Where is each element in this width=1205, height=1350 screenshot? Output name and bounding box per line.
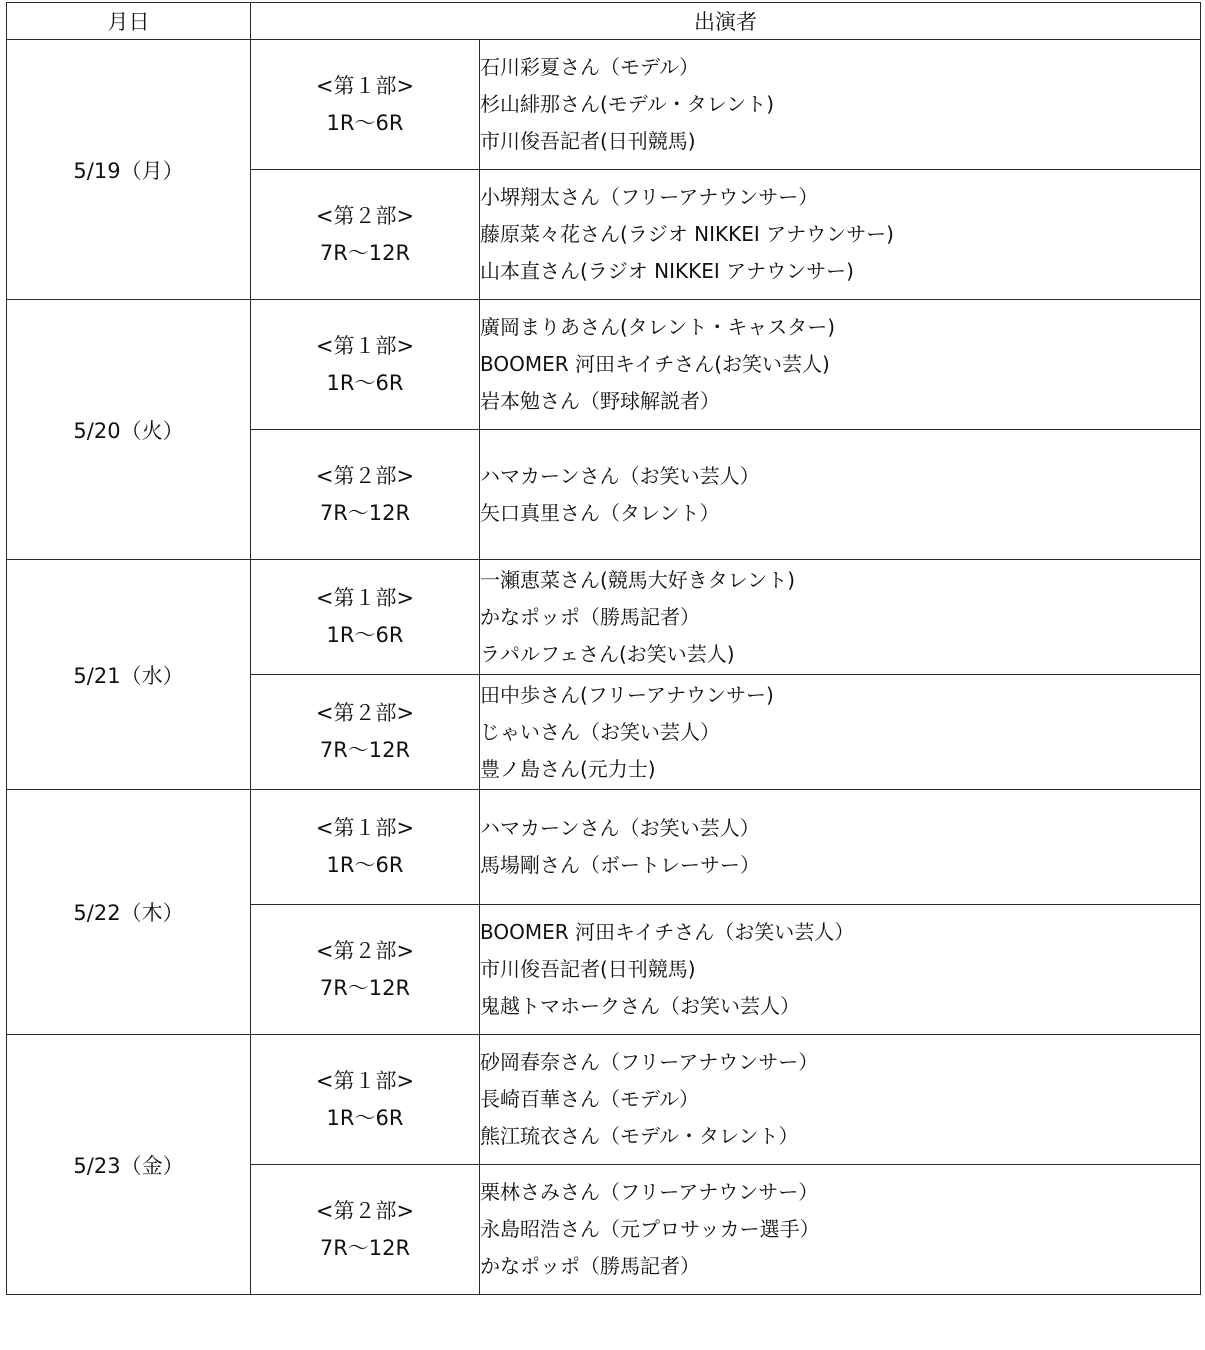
session-cell: [251, 300, 480, 430]
race-range: 1R～6R: [326, 370, 404, 395]
performer-name: 永島昭浩さん（元プロサッカー選手）: [480, 1217, 820, 1241]
session-label: <第１部>: [315, 73, 415, 98]
performers-cell: [480, 675, 1201, 790]
table-row: [7, 1035, 1201, 1165]
session-label: <第１部>: [315, 586, 415, 610]
performer-name: 田中歩さん(フリーアナウンサー): [480, 682, 774, 707]
performer-name: 小堺翔太さん（フリーアナウンサー）: [480, 185, 819, 209]
performer-name: 砂岡春奈さん（フリーアナウンサー）: [480, 1050, 819, 1074]
session-label: <第１部>: [315, 333, 415, 358]
race-range: 7R～12R: [319, 738, 411, 762]
session-cell: [251, 790, 480, 905]
session-cell: [251, 1035, 480, 1165]
session-cell: [251, 170, 480, 300]
race-range: 1R～6R: [326, 623, 404, 647]
performer-name: 藤原菜々花さん(ラジオ NIKKEI アナウンサー): [480, 222, 894, 246]
performer-name: BOOMER 河田キイチさん（お笑い芸人）: [480, 920, 855, 944]
performers-cell: [480, 1165, 1201, 1295]
performers-cell: [480, 790, 1201, 905]
performer-name: 山本直さん(ラジオ NIKKEI アナウンサー): [480, 259, 854, 283]
date-cell: 5/23（金）: [7, 1035, 251, 1295]
race-range: 1R～6R: [326, 853, 404, 877]
performer-name: 豊ノ島さん(元力士): [480, 756, 656, 781]
performer-name: ラパルフェさん(お笑い芸人): [480, 641, 735, 666]
performer-name: かなポッポ（勝馬記者）: [480, 1254, 700, 1278]
performer-name: 馬場剛さん（ボートレーサー）: [480, 853, 760, 877]
performer-name: 栗林さみさん（フリーアナウンサー）: [480, 1180, 819, 1204]
performer-name: 市川俊吾記者(日刊競馬): [480, 129, 696, 153]
race-range: 1R～6R: [326, 1105, 404, 1130]
session-label: <第２部>: [315, 701, 415, 725]
performers-cell: [480, 170, 1201, 300]
session-label: <第２部>: [315, 203, 415, 228]
performer-name: かなポッポ（勝馬記者）: [480, 604, 700, 629]
performer-name: ハマカーンさん（お笑い芸人）: [480, 816, 760, 840]
table-row: [7, 790, 1201, 905]
session-label: <第１部>: [315, 1068, 415, 1093]
date-cell: 5/19（月）: [7, 40, 251, 300]
session-cell: [251, 560, 480, 675]
performer-name: 岩本勉さん（野球解説者）: [480, 389, 720, 413]
race-range: 1R～6R: [326, 110, 404, 135]
performer-name: じゃいさん（お笑い芸人）: [480, 719, 720, 744]
race-range: 7R～12R: [319, 500, 411, 525]
session-label: <第２部>: [315, 1198, 415, 1223]
performer-name: 石川彩夏さん（モデル）: [480, 55, 699, 79]
performers-cell: [480, 560, 1201, 675]
performer-name: 長崎百華さん（モデル）: [480, 1087, 699, 1111]
performer-name: 一瀬恵菜さん(競馬大好きタレント): [480, 567, 796, 592]
performers-column-header: 出演者: [251, 3, 1201, 40]
race-range: 7R～12R: [319, 240, 411, 265]
performers-cell: [480, 430, 1201, 560]
date-column-header: 月日: [7, 3, 251, 40]
performer-name: 市川俊吾記者(日刊競馬): [480, 957, 696, 981]
race-range: 7R～12R: [319, 1235, 411, 1260]
date-cell: 5/22（木）: [7, 790, 251, 1035]
performer-name: 熊江琉衣さん（モデル・タレント）: [480, 1124, 799, 1148]
performers-cell: [480, 1035, 1201, 1165]
table-row: [7, 40, 1201, 170]
session-cell: [251, 430, 480, 560]
session-cell: [251, 905, 480, 1035]
table-row: [7, 300, 1201, 430]
performers-cell: [480, 905, 1201, 1035]
performer-name: 矢口真里さん（タレント）: [480, 500, 720, 525]
session-label: <第１部>: [315, 816, 415, 840]
performer-name: ハマカーンさん（お笑い芸人）: [480, 463, 760, 488]
session-label: <第２部>: [315, 938, 415, 963]
performers-cell: [480, 40, 1201, 170]
performer-name: 廣岡まりあさん(タレント・キャスター): [480, 315, 836, 339]
performers-cell: [480, 300, 1201, 430]
table-row: [7, 560, 1201, 675]
performer-name: 鬼越トマホークさん（お笑い芸人）: [480, 994, 800, 1018]
performer-name: 杉山緋那さん(モデル・タレント): [480, 92, 775, 116]
schedule-table: [6, 2, 1201, 1295]
session-cell: [251, 675, 480, 790]
session-cell: [251, 1165, 480, 1295]
session-cell: [251, 40, 480, 170]
race-range: 7R～12R: [319, 975, 411, 1000]
date-cell: 5/21（水）: [7, 560, 251, 790]
performer-name: BOOMER 河田キイチさん(お笑い芸人): [480, 352, 830, 376]
date-cell: 5/20（火）: [7, 300, 251, 560]
header-row: [7, 3, 1201, 40]
session-label: <第２部>: [315, 463, 415, 488]
